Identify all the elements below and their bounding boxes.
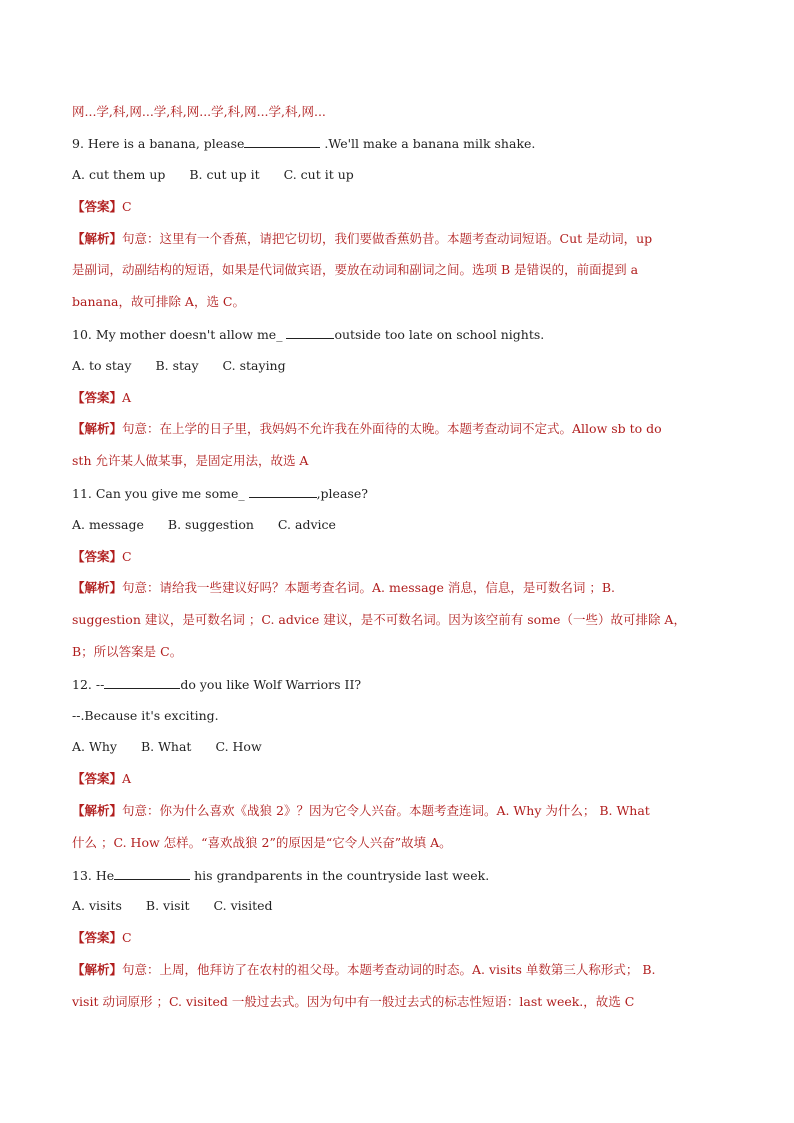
option-c: C. staying	[222, 358, 286, 373]
answer-value: C	[122, 199, 132, 214]
explanation-label: 【解析】	[72, 421, 123, 436]
question-10-explanation-line-2: sth 允许某人做某事，是固定用法，故选 A	[72, 453, 309, 468]
explanation-text: 句意：在上学的日子里，我妈妈不允许我在外面待的太晚。本题考查动词不定式。Allow sb to do	[122, 421, 662, 436]
answer-label: 【答案】	[72, 390, 123, 405]
explanation-text: 句意：这里有一个香蕉，请把它切切，我们要做香蕉奶昔。本题考查动词短语。Cut 是动词，up	[122, 231, 653, 246]
question-13-answer	[72, 929, 132, 947]
answer-label: 【答案】	[72, 199, 123, 214]
answer-label: 【答案】	[72, 771, 123, 786]
answer-blank	[286, 325, 334, 339]
explanation-label: 【解析】	[72, 962, 123, 977]
option-b: B. stay	[155, 358, 199, 373]
explanation-text: 句意：请给我一些建议好吗？本题考查名词。A. message 消息，信息，是可数名词 ；B.	[122, 580, 616, 595]
explanation-text: 句意：你为什么喜欢《战狼 2》？因为它令人兴奋。本题考查连词。A. Why 为什么； B. What	[122, 803, 650, 818]
answer-value: C	[122, 549, 132, 564]
question-12-reply: --.Because it's exciting.	[72, 708, 219, 723]
question-10-explanation-line-1	[72, 420, 662, 438]
question-text: ,please?	[316, 486, 368, 501]
option-b: B. cut up it	[189, 167, 260, 182]
question-10-options	[72, 357, 286, 375]
question-text: his grandparents in the countryside last week.	[190, 868, 490, 883]
option-a: A. to stay	[72, 358, 132, 373]
question-12-options	[72, 738, 262, 756]
question-12-answer	[72, 770, 131, 788]
question-11-answer	[72, 548, 132, 566]
question-9-explanation-line-1	[72, 230, 652, 248]
explanation-text: 句意：上周，他拜访了在农村的祖父母。本题考查动词的时态。A. visits 单数第三人称形式； B.	[122, 962, 656, 977]
option-a: A. cut them up	[72, 167, 166, 182]
question-13-explanation-line-1	[72, 961, 656, 979]
question-11-explanation-line-3: B；所以答案是 C。	[72, 644, 183, 659]
explanation-label: 【解析】	[72, 231, 123, 246]
answer-blank	[104, 675, 180, 689]
question-12-explanation-line-2: 什么 ；C. How 怎样。“喜欢战狼 2”的原因是“它令人兴奋”故填 A。	[72, 835, 452, 850]
option-a: A. visits	[72, 898, 122, 913]
answer-blank	[114, 866, 190, 880]
question-9-stem	[72, 134, 535, 153]
question-11-stem	[72, 484, 368, 503]
answer-label: 【答案】	[72, 549, 123, 564]
question-text: 10. My mother doesn't allow me_	[72, 327, 287, 342]
question-10-answer	[72, 389, 131, 407]
question-text: outside too late on school nights.	[334, 327, 545, 342]
answer-value: A	[122, 771, 132, 786]
question-text: do you like Wolf Warriors II?	[180, 677, 362, 692]
question-12-explanation-line-1	[72, 802, 650, 820]
option-c: C. visited	[213, 898, 273, 913]
answer-blank	[249, 484, 317, 498]
question-text: 9. Here is a banana, please	[72, 136, 245, 151]
explanation-label: 【解析】	[72, 803, 123, 818]
option-b: B. visit	[145, 898, 190, 913]
question-13-options	[72, 897, 273, 915]
question-11-explanation-line-2: suggestion 建议，是可数名词 ；C. advice 建议，是不可数名词。因为该空前有 some（一些）故可排除 A，	[72, 612, 686, 627]
option-c: C. How	[215, 739, 262, 754]
answer-value: C	[122, 930, 132, 945]
question-10-stem	[72, 325, 544, 344]
option-c: C. cut it up	[283, 167, 354, 182]
question-9-explanation-line-3: banana，故可排除 A，选 C。	[72, 294, 245, 309]
question-12-stem	[72, 675, 361, 694]
answer-value: A	[122, 390, 132, 405]
answer-label: 【答案】	[72, 930, 123, 945]
option-b: B. What	[140, 739, 192, 754]
question-text: 12. --	[72, 677, 105, 692]
answer-blank	[244, 134, 320, 148]
question-11-options	[72, 516, 336, 534]
watermark-header: 网...学,科,网...学,科,网...学,科,网...学,科,网...	[72, 104, 326, 119]
question-9-options	[72, 166, 354, 184]
question-9-explanation-line-2: 是副词，动副结构的短语，如果是代词做宾语，要放在动词和副词之间。选项 B 是错误的，前面提到 a	[72, 262, 639, 277]
question-text: .We'll make a banana milk shake.	[320, 136, 536, 151]
explanation-label: 【解析】	[72, 580, 123, 595]
option-a: A. message	[72, 517, 144, 532]
question-13-stem	[72, 866, 489, 885]
option-a: A. Why	[72, 739, 117, 754]
option-b: B. suggestion	[167, 517, 254, 532]
question-text: 11. Can you give me some_	[72, 486, 249, 501]
question-13-explanation-line-2: visit 动词原形 ；C. visited 一般过去式。因为句中有一般过去式的标志性短语：last week.，故选 C	[72, 994, 635, 1009]
question-9-answer	[72, 198, 132, 216]
question-text: 13. He	[72, 868, 115, 883]
option-c: C. advice	[277, 517, 336, 532]
question-11-explanation-line-1	[72, 579, 615, 597]
